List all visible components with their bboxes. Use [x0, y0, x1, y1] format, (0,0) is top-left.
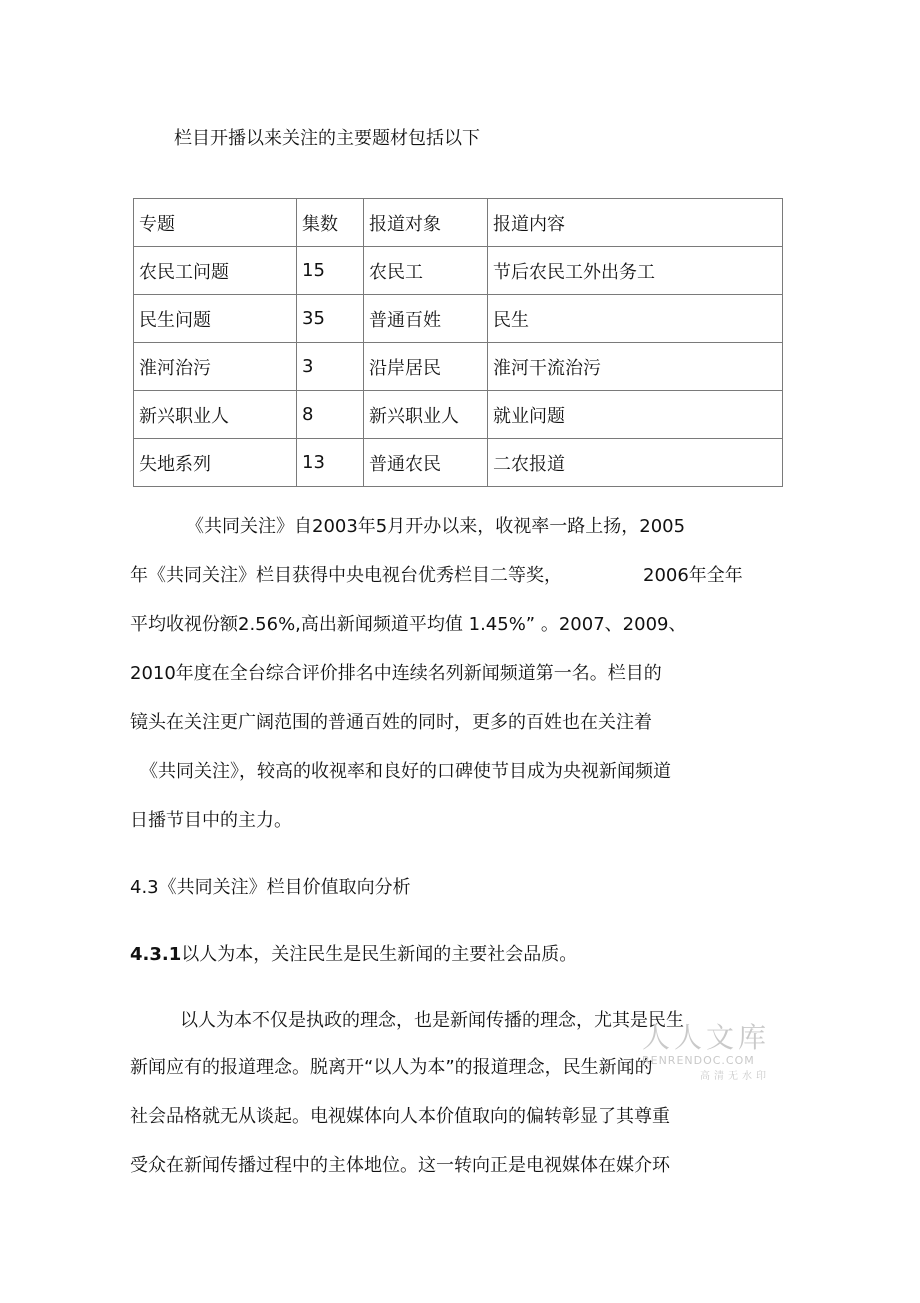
- table-cell: 就业问题: [488, 391, 783, 439]
- table-row: [134, 391, 783, 439]
- table-cell: 新兴职业人: [364, 391, 488, 439]
- header-cell: 报道对象: [364, 199, 488, 247]
- paragraph1-line2a: 年《共同关注》栏目获得中央电视台优秀栏目二等奖，: [130, 565, 562, 586]
- table-cell: 8: [297, 391, 364, 439]
- table-cell: 35: [297, 295, 364, 343]
- paragraph1-line4: 2010年度在全台综合评价排名中连续名列新闻频道第一名。栏目的: [130, 663, 662, 684]
- table-row: [134, 439, 783, 487]
- watermark-url: RENRENDOC.COM: [641, 1054, 755, 1067]
- table-cell: 普通农民: [364, 439, 488, 487]
- subsection-title: 以人为本，关注民生是民生新闻的主要社会品质。: [181, 944, 578, 965]
- paragraph1-line3: 平均收视份额2.56%,高出新闻频道平均值 1.45%” 。2007、2009、: [130, 614, 687, 635]
- paragraph2-line1: 以人为本不仅是执政的理念，也是新闻传播的理念，尤其是民生: [180, 1010, 684, 1031]
- paragraph1-line6: 《共同关注》，较高的收视率和良好的口碑使节目成为央视新闻频道: [140, 761, 671, 782]
- intro-text: 栏目开播以来关注的主要题材包括以下: [174, 128, 480, 149]
- paragraph1-line1: 《共同关注》自2003年5月开办以来，收视率一路上扬，2005: [186, 516, 686, 537]
- table-cell: 农民工: [364, 247, 488, 295]
- header-cell: 集数: [297, 199, 364, 247]
- table-row: [134, 295, 783, 343]
- table-cell: 新兴职业人: [134, 391, 297, 439]
- table-cell: 民生: [488, 295, 783, 343]
- table-row: [134, 343, 783, 391]
- table-cell: 淮河治污: [134, 343, 297, 391]
- paragraph1-line7: 日播节目中的主力。: [130, 810, 292, 831]
- header-cell: 专题: [134, 199, 297, 247]
- table-cell: 3: [297, 343, 364, 391]
- table-cell: 普通百姓: [364, 295, 488, 343]
- paragraph1-line5: 镜头在关注更广阔范围的普通百姓的同时，更多的百姓也在关注着: [130, 712, 652, 733]
- paragraph2-line2: 新闻应有的报道理念。脱离开“以人为本”的报道理念，民生新闻的: [130, 1057, 653, 1078]
- table-cell: 失地系列: [134, 439, 297, 487]
- table-row: [134, 247, 783, 295]
- table-cell: 农民工问题: [134, 247, 297, 295]
- table-cell: 二农报道: [488, 439, 783, 487]
- section-heading: 4.3《共同关注》栏目价值取向分析: [130, 877, 411, 898]
- paragraph1-line2b: 2006年全年: [643, 565, 743, 586]
- subsection-heading: [130, 940, 577, 966]
- subsection-number: 4.3.1: [130, 944, 182, 965]
- watermark-title: 人人文库: [641, 1021, 770, 1054]
- table-cell: 15: [297, 247, 364, 295]
- table-cell: 民生问题: [134, 295, 297, 343]
- table-cell: 沿岸居民: [364, 343, 488, 391]
- header-cell: 报道内容: [488, 199, 783, 247]
- watermark: [642, 1016, 770, 1082]
- table-header-row: [134, 199, 783, 247]
- paragraph2-line4: 受众在新闻传播过程中的主体地位。这一转向正是电视媒体在媒介环: [130, 1155, 670, 1176]
- table-cell: 淮河干流治污: [488, 343, 783, 391]
- topics-table: [133, 198, 783, 487]
- watermark-subtitle: 高清无水印: [700, 1071, 770, 1082]
- paragraph2-line3: 社会品格就无从谈起。电视媒体向人本价值取向的偏转彰显了其尊重: [130, 1106, 670, 1127]
- table-cell: 节后农民工外出务工: [488, 247, 783, 295]
- table-cell: 13: [297, 439, 364, 487]
